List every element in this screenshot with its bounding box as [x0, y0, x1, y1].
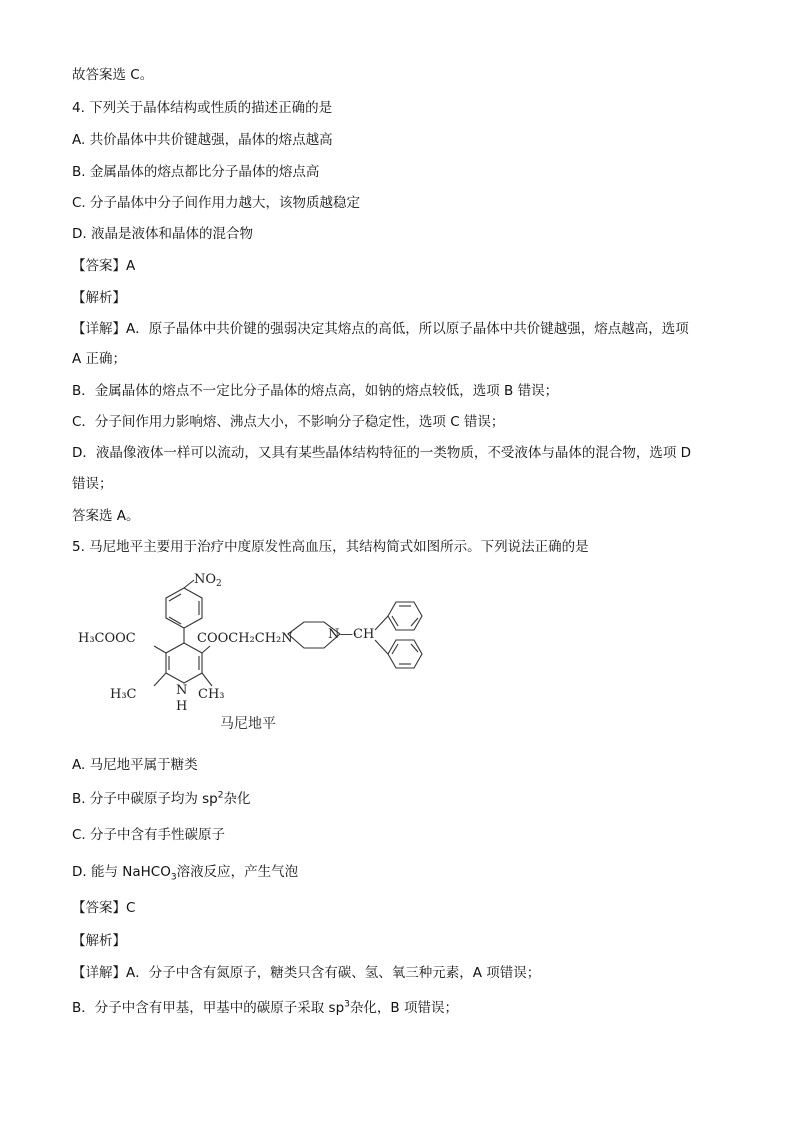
q5-option-c: C. 分子中含有手性碳原子: [72, 827, 226, 843]
q5-analysis-label: 【解析】: [72, 933, 126, 949]
nitrophenyl-ring: [166, 588, 202, 628]
right-methyl-label: CH₃: [198, 687, 225, 702]
q4-detail-b: B．金属晶体的熔点不一定比分子晶体的熔点高，如钠的熔点较低，选项 B 错误；: [72, 383, 559, 399]
dihydropyridine-ring: [166, 643, 202, 683]
q5-detail-a: 【详解】A．分子中含有氮原子，糖类只含有碳、氢、氧三种元素，A 项错误；: [72, 965, 541, 981]
q4-option-c: C. 分子晶体中分子间作用力越大，该物质越稳定: [72, 195, 361, 211]
figure-caption: 马尼地平: [220, 716, 276, 732]
q5-stem: 5. 马尼地平主要用于治疗中度原发性高血压，其结构简式如图所示。下列说法正确的是: [72, 539, 589, 555]
q4-detail-d-line2: 错误；: [72, 476, 113, 492]
left-ester-label: H₃COOC: [78, 631, 136, 646]
q4-detail-a-line1: 【详解】A．原子晶体中共价键的强弱决定其熔点的高低，所以原子晶体中共价键越强，熔点越高，选项: [72, 321, 689, 337]
q5-answer: 【答案】C: [72, 900, 136, 916]
q5-option-a: A. 马尼地平属于糖类: [72, 757, 198, 773]
manidipine-structure-figure: [70, 568, 450, 736]
q4-stem: 4. 下列关于晶体结构或性质的描述正确的是: [72, 100, 333, 116]
q5-option-b: B. 分子中碳原子均为 $sp^2$杂化: [72, 790, 251, 807]
ch-label: —CH: [340, 627, 375, 642]
q4-analysis-label: 【解析】: [72, 290, 126, 306]
q4-detail-d-line1: D．液晶像液体一样可以流动，又具有某些晶体结构特征的一类物质，不受液体与晶体的混合物，选项 D: [72, 445, 692, 461]
q4-option-b: B. 金属晶体的熔点都比分子晶体的熔点高: [72, 164, 320, 180]
right-chain-label: COOCH₂CH₂N: [197, 631, 293, 646]
q3-conclusion: 故答案选 C。: [72, 67, 154, 83]
q4-option-d: D. 液晶是液体和晶体的混合物: [72, 226, 253, 242]
no2-bond: [184, 580, 194, 588]
no2-label: $NO_2$: [194, 572, 222, 589]
nh-n-label: N: [176, 683, 188, 698]
piperazine-n2-label: N: [328, 627, 340, 642]
q5-option-d: D. 能与 NaHCO$_3$溶液反应，产生气泡: [72, 864, 299, 883]
q4-option-a: A. 共价晶体中共价键越强，晶体的熔点越高: [72, 132, 333, 148]
left-methyl-label: H₃C: [110, 687, 137, 702]
q5-detail-b: B．分子中含有甲基，甲基中的碳原子采取 $sp^3$杂化，B 项错误；: [72, 999, 458, 1016]
q4-answer: 【答案】A: [72, 258, 136, 274]
nh-h-label: H: [176, 699, 188, 714]
q4-conclusion: 答案选 A。: [72, 508, 140, 524]
q4-detail-a-line2: A 正确；: [72, 351, 127, 367]
q4-detail-c: C．分子间作用力影响熔、沸点大小，不影响分子稳定性，选项 C 错误；: [72, 414, 505, 430]
